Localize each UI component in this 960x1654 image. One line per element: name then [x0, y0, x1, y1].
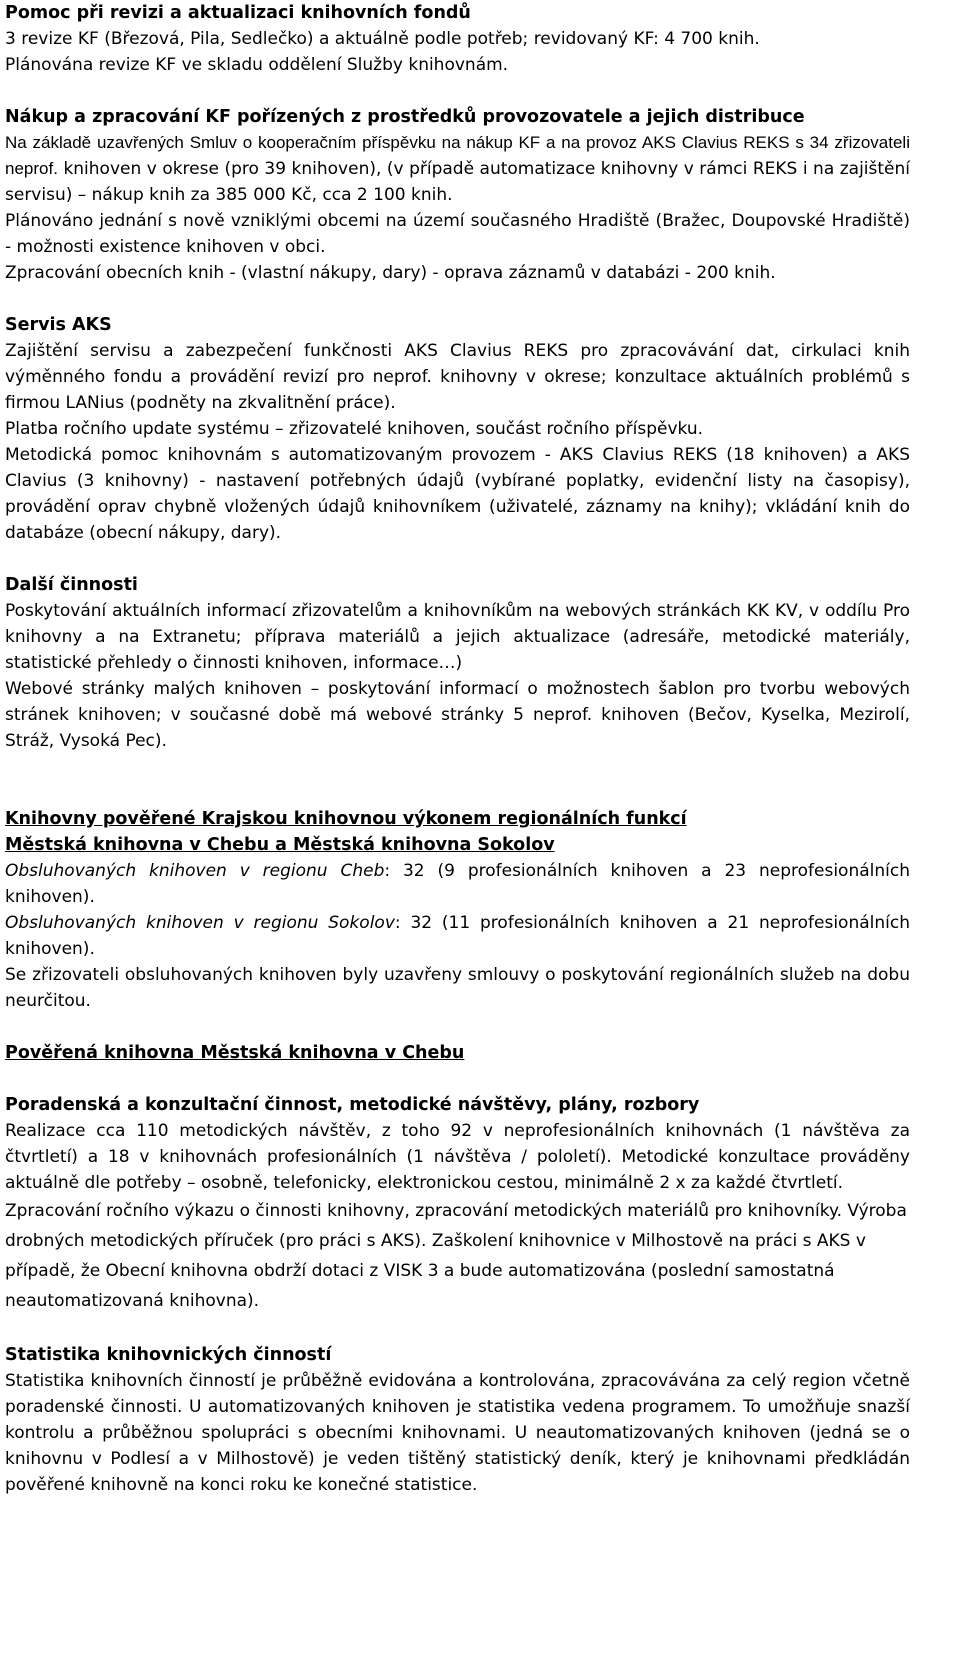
- paragraph: [5, 130, 910, 208]
- label-cheb: Obsluhovaných knihoven v regionu Cheb: [5, 861, 385, 881]
- value-sokolov: : 32 (11 profesionálních knihoven a 21 neprofesionálních knihoven).: [5, 913, 910, 959]
- paragraph: [5, 910, 910, 962]
- paragraph: Metodická pomoc knihovnám s automatizovaným provozem - AKS Clavius REKS (18 knihoven) a AKS Clavius (3 knihovny) - nastavení potřebných údajů (vybírané poplatky, evidenční listy na časopisy), provádění oprav chybně vložených údajů knihovníkem (uživatelé, záznamy na knihy); vkládání knih do databáze (obecní nákupy, dary).: [5, 445, 910, 543]
- paragraph-part: knihoven v okrese (pro 39 knihoven), (v případě automatizace knihovny v rámci REKS i na zajištění servisu) – nákup knih za 385 000 Kč, cca 2 100 knih.: [5, 159, 910, 205]
- heading-statistics: Statistika knihovnických činností: [5, 1345, 332, 1365]
- section-consulting: [5, 1092, 910, 1316]
- section-regional-libraries: [5, 806, 910, 1014]
- paragraph: Platba ročního update systému – zřizovatelé knihoven, součást ročního příspěvku.: [5, 419, 704, 439]
- value-cheb: : 32 (9 profesionálních knihoven a 23 neprofesionálních knihoven).: [5, 861, 910, 907]
- paragraph: Zpracování ročního výkazu o činnosti knihovny, zpracování metodických materiálů pro knihovníky. Výroba drobných metodických příruček (pro práci s AKS). Zaškolení knihovnice v Milhostově na práci s AKS v případě, že Obecní knihovna obdrží dotaci z VISK 3 a bude automatizována (poslední samostatná neautomatizovaná knihovna).: [5, 1201, 907, 1311]
- section-aks-service: [5, 312, 910, 546]
- paragraph: [5, 858, 910, 910]
- paragraph: Webové stránky malých knihoven – poskytování informací o možnostech šablon pro tvorbu webových stránek knihoven; v současné době má webové stránky 5 neprof. knihoven (Bečov, Kyselka, Mezirolí, Stráž, Vysoká Pec).: [5, 679, 910, 751]
- heading-cheb-sokolov: Městská knihovna v Chebu a Městská knihovna Sokolov: [5, 835, 555, 855]
- paragraph: Se zřizovateli obsluhovaných knihoven byly uzavřeny smlouvy o poskytování regionálních služeb na dobu neurčitou.: [5, 965, 910, 1011]
- section-purchase: [5, 104, 910, 286]
- section-statistics: [5, 1342, 910, 1498]
- paragraph-part: Na základě uzavřených Smluv o kooperačním příspěvku na nákup KF a na provoz AKS Clavius REKS s 34 zřizovateli neprof.: [5, 133, 910, 178]
- paragraph: 3 revize KF (Březová, Pila, Sedlečko) a aktuálně podle potřeb; revidovaný KF: 4 700 knih.: [5, 29, 760, 49]
- label-sokolov: Obsluhovaných knihoven v regionu Sokolov: [5, 913, 395, 933]
- heading-regional-libraries: Knihovny pověřené Krajskou knihovnou výkonem regionálních funkcí: [5, 809, 687, 829]
- heading-purchase: Nákup a zpracování KF pořízených z prostředků provozovatele a jejich distribuce: [5, 107, 805, 127]
- heading-cheb-library: Pověřená knihovna Městská knihovna v Chebu: [5, 1043, 465, 1063]
- section-other-activities: [5, 572, 910, 754]
- paragraph: Zpracování obecních knih - (vlastní nákupy, dary) - oprava záznamů v databázi - 200 knih.: [5, 263, 776, 283]
- paragraph: Plánována revize KF ve skladu oddělení Služby knihovnám.: [5, 55, 509, 75]
- section-cheb-library: [5, 1040, 910, 1066]
- paragraph: Poskytování aktuálních informací zřizovatelům a knihovníkům na webových stránkách KK KV, v oddílu Pro knihovny a na Extranetu; příprava materiálů a jejich aktualizace (adresáře, metodické materiály, statistické přehledy o činnosti knihoven, informace…): [5, 601, 910, 673]
- paragraph: Realizace cca 110 metodických návštěv, z toho 92 v neprofesionálních knihovnách (1 návštěva za čtvrtletí) a 18 v knihovnách profesionálních (1 návštěva / pololetí). Metodické konzultace prováděny aktuálně dle potřeby – osobně, telefonicky, elektronickou cestou, minimálně 2 x za každé čtvrtletí.: [5, 1121, 910, 1193]
- paragraph: Plánováno jednání s nově vzniklými obcemi na území současného Hradiště (Bražec, Doupovské Hradiště) - možnosti existence knihoven v obci.: [5, 211, 910, 257]
- paragraph: Zajištění servisu a zabezpečení funkčnosti AKS Clavius REKS pro zpracovávání dat, cirkulaci knih výměnného fondu a provádění revizí pro neprof. knihovny v okrese; konzultace aktuálních problémů s firmou LANius (podněty na zkvalitnění práce).: [5, 341, 910, 413]
- heading-aks-service: Servis AKS: [5, 315, 112, 335]
- heading-consulting: Poradenská a konzultační činnost, metodické návštěvy, plány, rozbory: [5, 1095, 700, 1115]
- section-fund-revision: [5, 0, 910, 78]
- heading-fund-revision: Pomoc při revizi a aktualizaci knihovních fondů: [5, 3, 471, 23]
- heading-other-activities: Další činnosti: [5, 575, 138, 595]
- paragraph: Statistika knihovních činností je průběžně evidována a kontrolována, zpracovávána za celý region včetně poradenské činnosti. U automatizovaných knihoven je statistika vedena programem. To umožňuje snazší kontrolu a průběžnou spolupráci s obecními knihovnami. U neautomatizovaných knihoven (jedná se o knihovnu v Podlesí a v Milhostově) je veden tištěný statistický deník, který je knihovnami předkládán pověřené knihovně na konci roku ke konečné statistice.: [5, 1371, 910, 1495]
